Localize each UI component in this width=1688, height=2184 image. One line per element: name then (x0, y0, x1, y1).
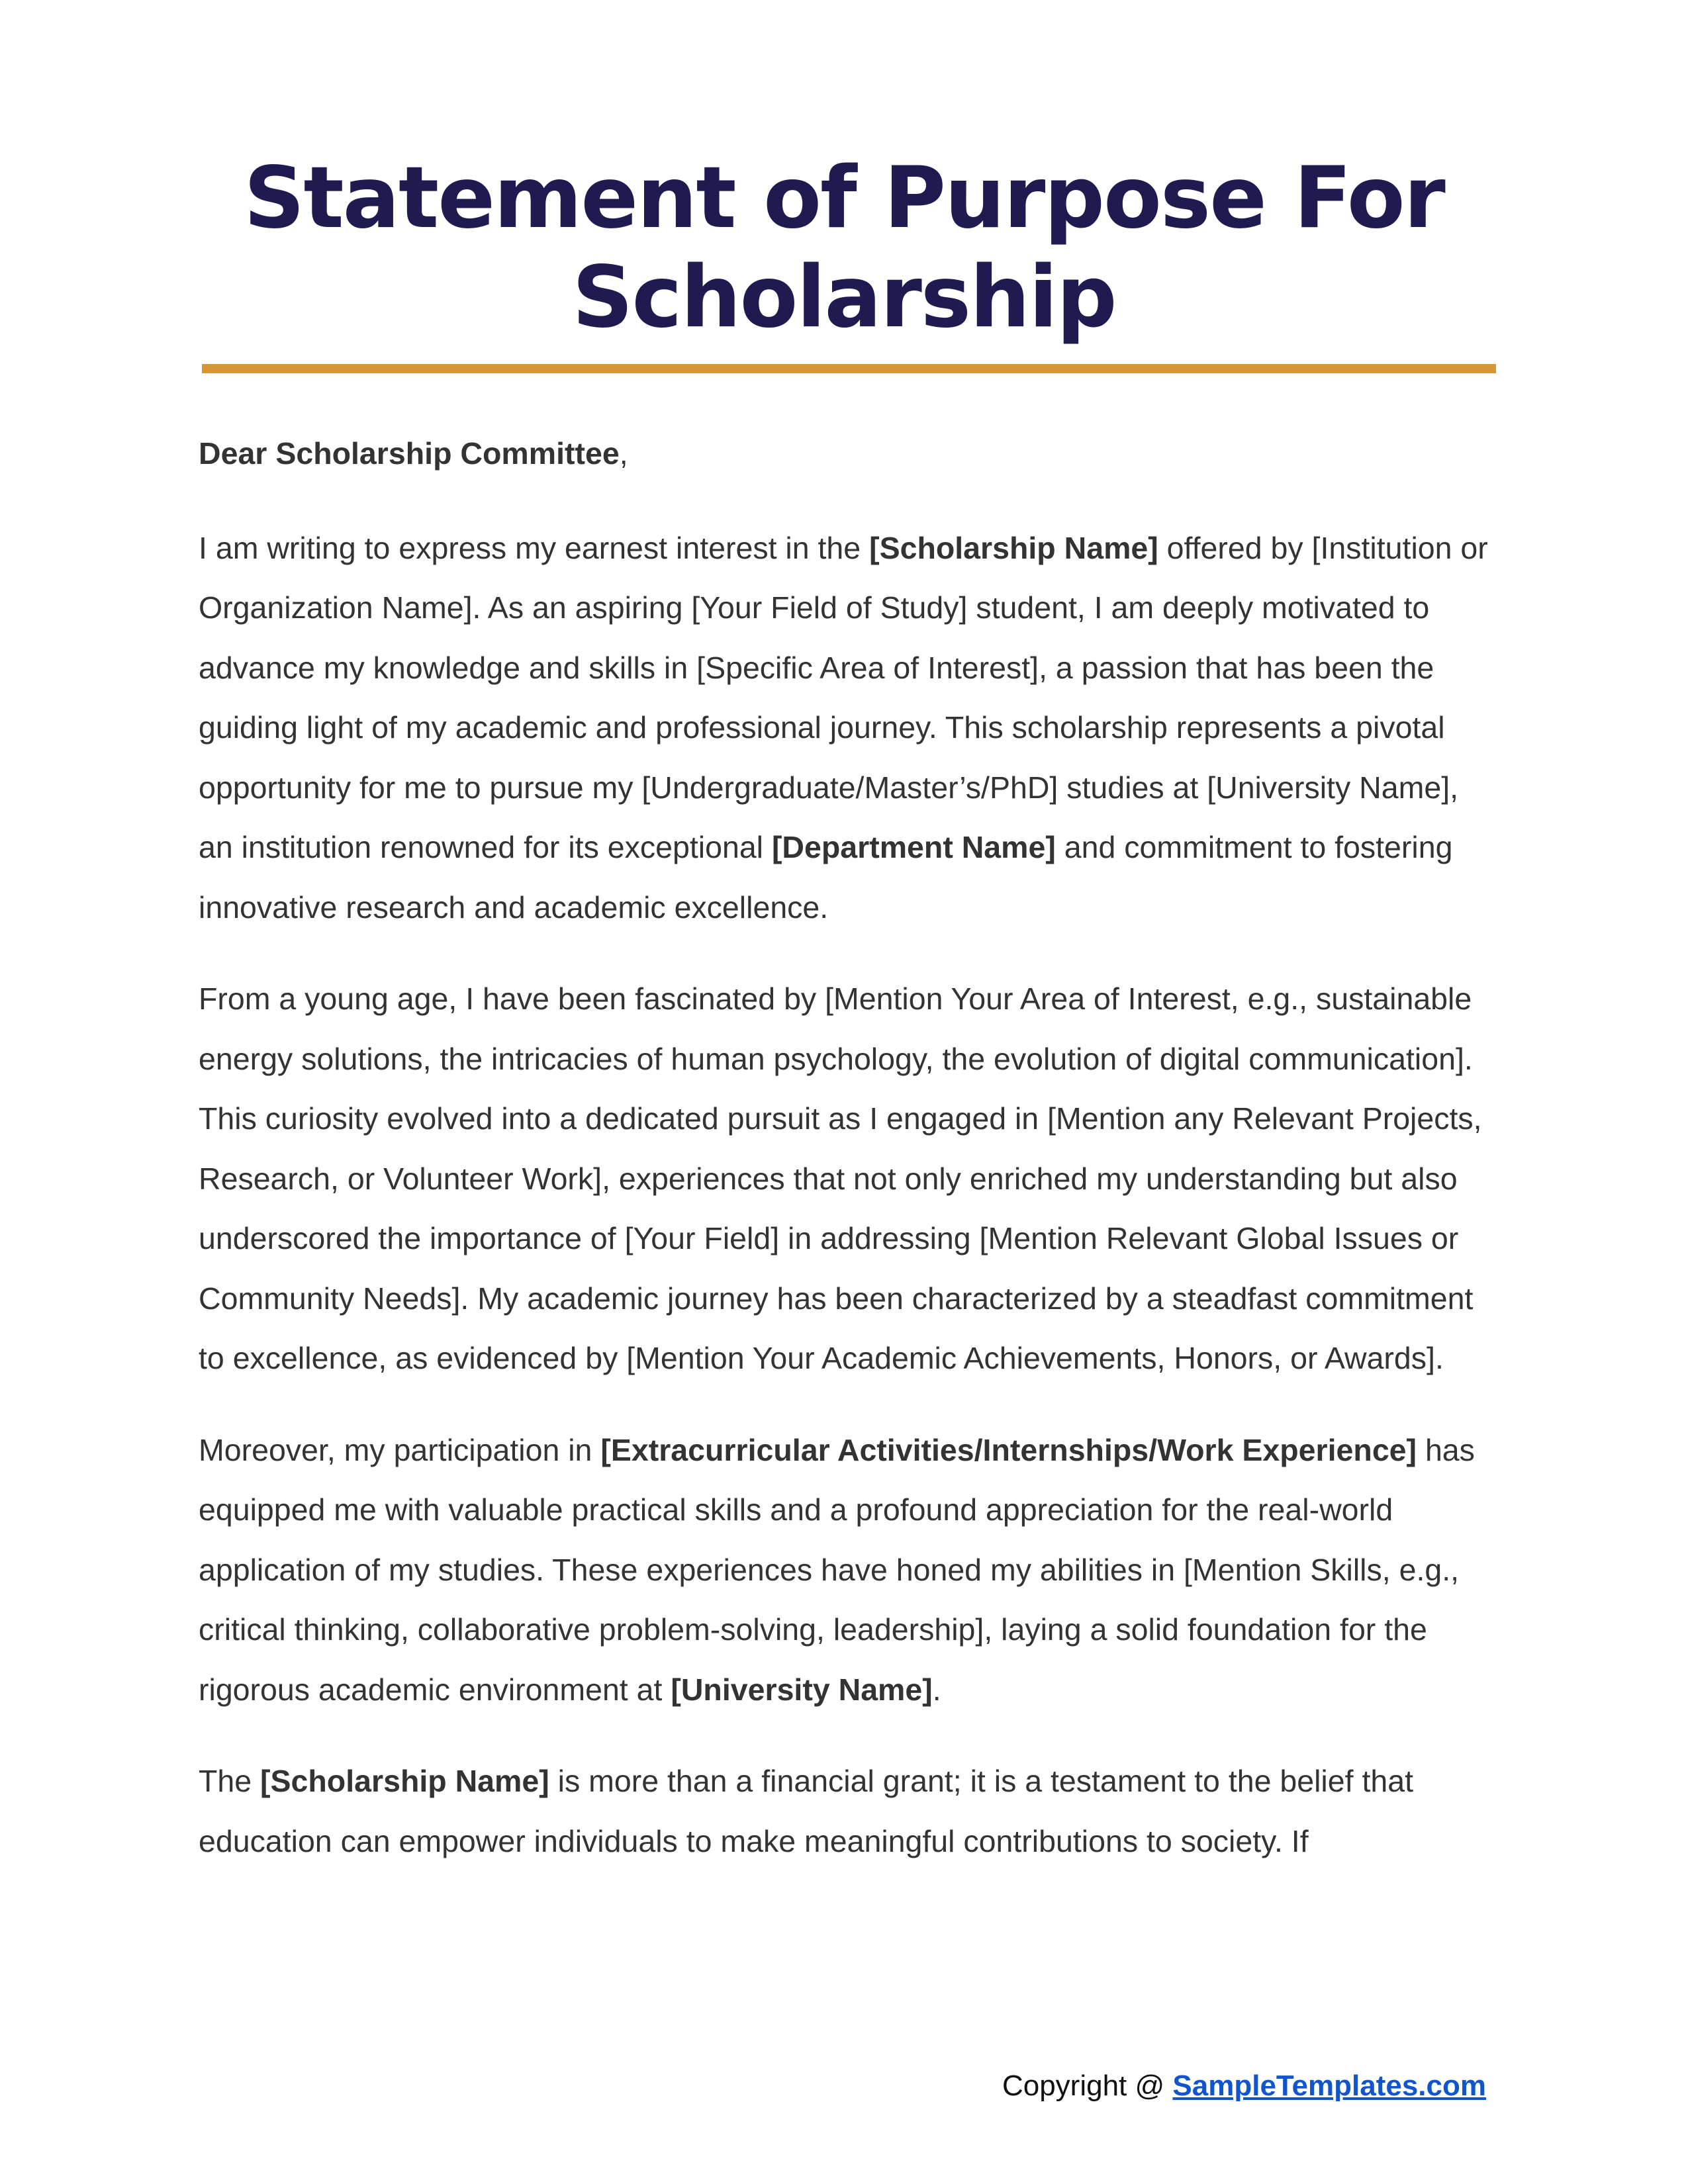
paragraph-2: From a young age, I have been fascinated by [Mention Your Area of Interest, e.g., sustainable energy solutions, the intricacies of human psychology, the evolution of digital communication]. This curiosity evolved into a dedicated pursuit as I engaged in [Mention any Relevant Projects, Research, or Volunteer Work], experiences that not only enriched my understanding but also underscored the importance of [Your Field] in addressing [Mention Relevant Global Issues or Community Needs]. My academic journey has been characterized by a steadfast commitment to excellence, as evidenced by [Mention Your Academic Achievements, Honors, or Awards]. (199, 981, 1482, 1375)
p3-bold-activities: [Extracurricular Activities/Internships/Work Experience] (600, 1432, 1417, 1467)
sampletemplates-link[interactable]: SampleTemplates.com (1172, 2070, 1486, 2102)
p1-bold-scholarship-name: [Scholarship Name] (869, 530, 1158, 565)
p1-text-2: offered by [Institution or Organization Name]. As an aspiring [Your Field of Study] student, I am deeply motivated to advance my knowledge and skills in [Specific Area of Interest], a passion that has been the guiding light of my academic and professional journey. This scholarship represents a pivotal opportunity for me to pursue my [Undergraduate/Master’s/PhD] studies at [University Name], an institution renowned for its exceptional (199, 530, 1488, 864)
p1-text-1: I am writing to express my earnest interest in the (199, 530, 870, 565)
letter-body (199, 424, 1496, 1903)
paragraph-1 (199, 518, 1496, 938)
p1-text-3: and commitment to fostering innovative research and academic excellence. (199, 830, 1453, 925)
salutation (199, 424, 1496, 484)
p3-text-1: Moreover, my participation in (199, 1432, 601, 1467)
p4-text-2: is more than a financial grant; it is a testament to the belief that education can empower individuals to make meaningful contributions to society. If (199, 1764, 1414, 1858)
copyright-footer (1002, 2066, 1486, 2106)
p3-text-3: . (932, 1672, 941, 1707)
title-line-1: Statement of Purpose For (244, 149, 1444, 248)
salutation-bold: Dear Scholarship Committee (199, 436, 620, 471)
page-title (199, 149, 1489, 347)
salutation-comma: , (619, 436, 628, 471)
p3-bold-university-name: [University Name] (671, 1672, 933, 1707)
p4-text-1: The (199, 1764, 261, 1798)
title-divider (202, 364, 1496, 373)
p1-bold-department-name: [Department Name] (771, 830, 1056, 864)
title-line-2: Scholarship (572, 248, 1116, 347)
paragraph-3 (199, 1420, 1496, 1720)
p3-text-2: has equipped me with valuable practical skills and a profound appreciation for the real-world application of my studies. These experiences have honed my abilities in [Mention Skills, e.g., critical thinking, collaborative problem-solving, leadership], laying a solid foundation for the rigorous academic environment at (199, 1432, 1475, 1707)
p4-bold-scholarship-name: [Scholarship Name] (260, 1764, 549, 1798)
copyright-label: Copyright @ (1002, 2070, 1173, 2102)
paragraph-4 (199, 1751, 1496, 1871)
